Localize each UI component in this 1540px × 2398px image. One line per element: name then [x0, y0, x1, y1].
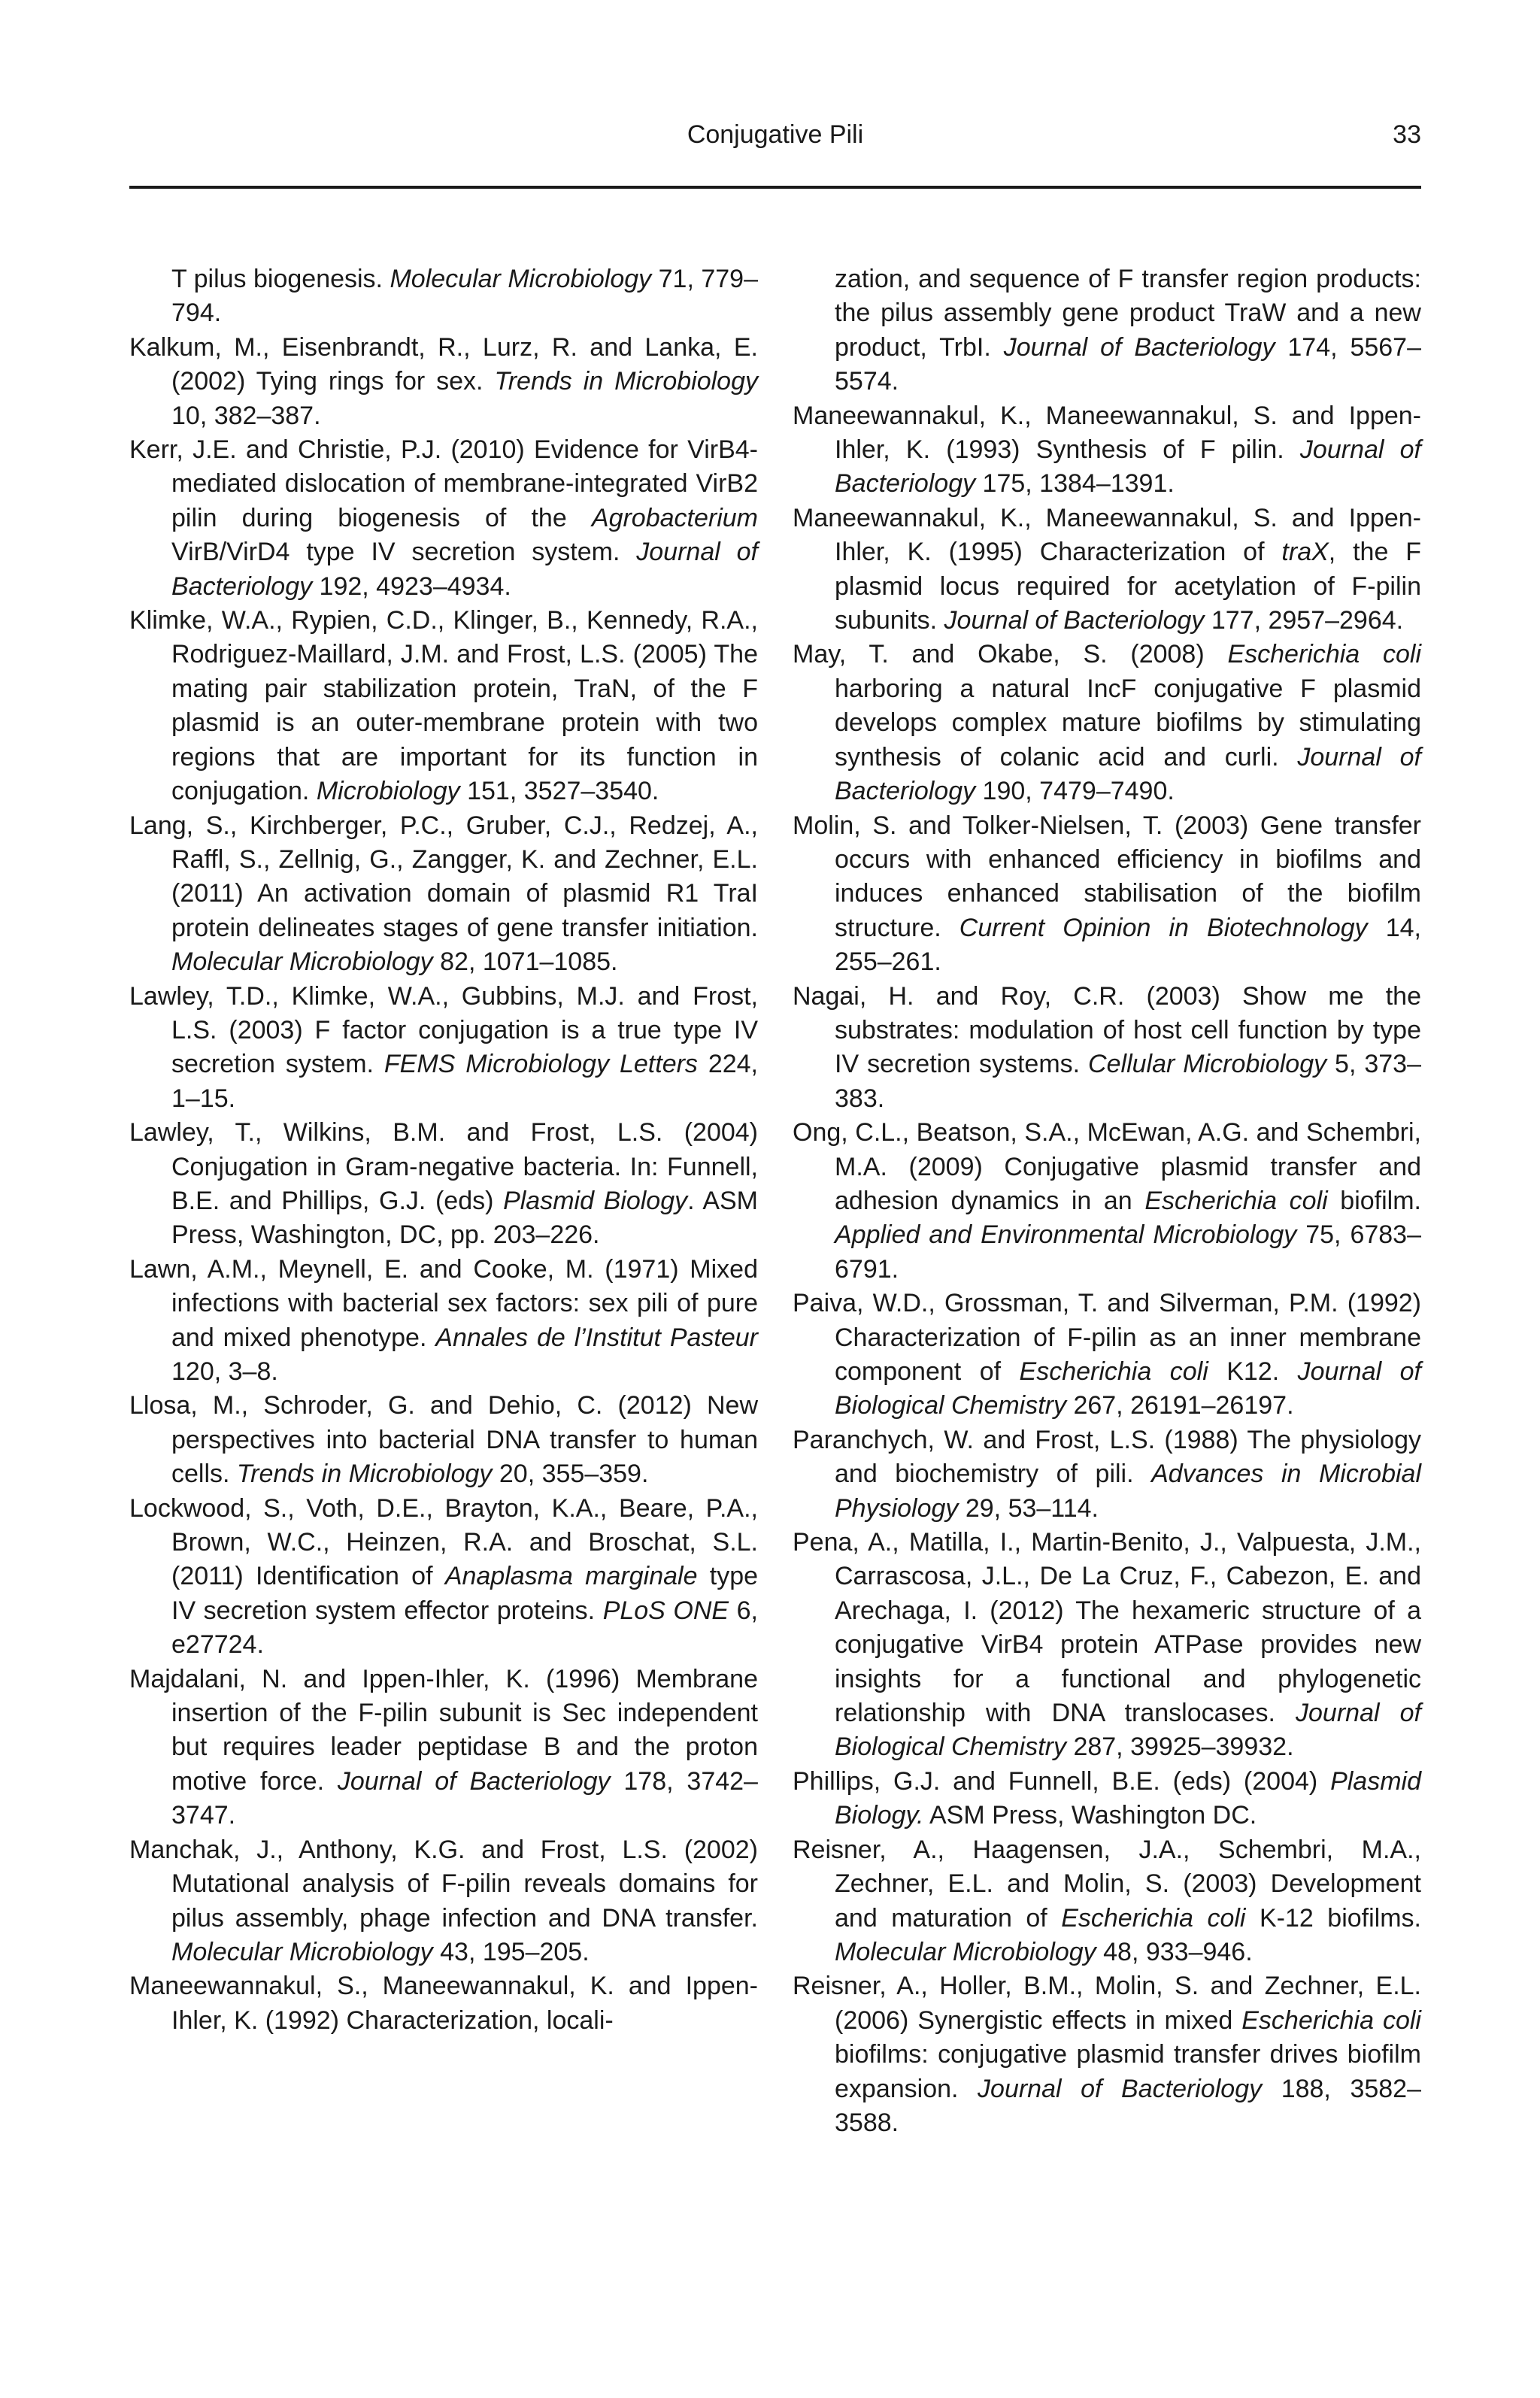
reference-entry — [793, 1116, 1421, 1287]
reference-italic-text: Escherichia coli — [1227, 640, 1421, 669]
reference-text: 82, 1071–1085. — [432, 947, 618, 977]
reference-entry — [129, 433, 758, 604]
reference-italic-text: PLoS ONE — [602, 1596, 729, 1625]
reference-text: Maneewannakul, K., Maneewannakul, S. and Ippen-Ihler, K. (1995) Characterization of — [793, 503, 1421, 567]
reference-text: 151, 3527–3540. — [459, 777, 659, 806]
reference-italic-text: Journal of Bacteriology — [978, 2074, 1263, 2103]
reference-italic-text: Plasmid Biology. — [835, 1766, 1421, 1830]
reference-text: Lawley, T.D., Klimke, W.A., Gubbins, M.J. and Frost, L.S. (2003) F factor conjugation is a true type IV secretion system. — [129, 981, 758, 1079]
reference-text: Lawn, A.M., Meynell, E. and Cooke, M. (1971) Mixed infections with bacterial sex factors: sex pili of pure and mixed phenotype. — [129, 1254, 758, 1352]
reference-italic-text: Agrobacterium — [591, 503, 758, 532]
reference-italic-text: Cellular Microbiology — [1088, 1050, 1327, 1079]
reference-text: 14, 255–261. — [835, 913, 1421, 977]
reference-text: Lawley, T., Wilkins, B.M. and Frost, L.S. (2004) Conjugation in Gram-negative bacteria. In: Funnell, B.E. and Phillips, G.J. (eds) — [129, 1118, 758, 1215]
reference-text: Ong, C.L., Beatson, S.A., McEwan, A.G. and Schembri, M.A. (2009) Conjugative plasmid transfer and adhesion dynamics in an — [793, 1118, 1421, 1215]
reference-text: Kalkum, M., Eisenbrandt, R., Lurz, R. and Lanka, E. (2002) Tying rings for sex. — [129, 332, 758, 396]
reference-text: Paiva, W.D., Grossman, T. and Silverman, P.M. (1992) Characterization of F-pilin as an inner membrane component of — [793, 1289, 1421, 1386]
reference-text: Molin, S. and Tolker-Nielsen, T. (2003) Gene transfer occurs with enhanced efficiency in biofilms and induces enhanced stabilisation of the biofilm structure. — [793, 811, 1421, 942]
reference-text: Majdalani, N. and Ippen-Ihler, K. (1996) Membrane insertion of the F-pilin subunit is Sec independent but requires leader peptidase B and the proton motive force. — [129, 1664, 758, 1796]
reference-text: 224, 1–15. — [171, 1050, 759, 1113]
reference-text: Paranchych, W. and Frost, L.S. (1988) The physiology and biochemistry of pili. — [793, 1425, 1421, 1489]
reference-italic-text: Advances in Microbial Physiology — [835, 1460, 1421, 1523]
reference-entry — [129, 1492, 758, 1663]
reference-text: T pilus biogenesis. — [171, 265, 390, 293]
reference-italic-text: Microbiology — [316, 777, 460, 806]
reference-text: 175, 1384–1391. — [975, 469, 1175, 499]
reference-entry — [129, 262, 758, 331]
reference-entry — [129, 980, 758, 1117]
running-title: Conjugative Pili — [687, 120, 864, 149]
reference-text: Maneewannakul, S., Maneewannakul, K. and Ippen-Ihler, K. (1992) Characterization, locali- — [129, 1972, 758, 2035]
reference-text: ASM Press, Washington DC. — [923, 1801, 1257, 1830]
reference-entry — [793, 638, 1421, 808]
reference-entry — [793, 809, 1421, 980]
reference-italic-text: Journal of Bacteriology — [835, 742, 1421, 806]
reference-italic-text: Anaplasma marginale — [444, 1562, 698, 1591]
reference-italic-text: Plasmid Biology — [503, 1186, 688, 1215]
reference-text: May, T. and Okabe, S. (2008) — [793, 640, 1228, 669]
reference-italic-text: traX — [1281, 538, 1329, 567]
reference-italic-text: Trends in Microbiology — [236, 1460, 493, 1489]
reference-text: 192, 4923–4934. — [312, 571, 511, 601]
reference-entry — [793, 1765, 1421, 1833]
reference-text: 20, 355–359. — [492, 1460, 649, 1489]
reference-text: type IV secretion system effector proteins. — [171, 1562, 759, 1625]
reference-italic-text: Escherichia coli — [1144, 1186, 1328, 1215]
reference-entry — [129, 809, 758, 980]
reference-text: 174, 5567–5574. — [835, 332, 1421, 396]
reference-text: Pena, A., Matilla, I., Martin-Benito, J., Valpuesta, J.M., Carrascosa, J.L., De La Cruz, F., Cabezon, E. and Arechaga, I. (2012) The hexameric structure of a conjugative VirB4 protein ATPase provides new insights for a functional and phylogenetic relationship with DNA translocases. — [793, 1528, 1421, 1728]
reference-text: K-12 biofilms. — [1245, 1903, 1421, 1933]
reference-italic-text: Escherichia coli — [1241, 2005, 1421, 2035]
reference-italic-text: Journal of Bacteriology — [171, 538, 758, 601]
reference-entry — [129, 331, 758, 433]
reference-text: 6, e27724. — [171, 1596, 758, 1660]
reference-text: zation, and sequence of F transfer region products: the pilus assembly gene product TraW and a new product, TrbI. — [835, 265, 1421, 362]
reference-italic-text: Journal of Biological Chemistry — [835, 1699, 1421, 1762]
reference-italic-text: Current Opinion in Biotechnology — [959, 913, 1368, 942]
reference-entry — [793, 1287, 1421, 1423]
reference-text: Phillips, G.J. and Funnell, B.E. (eds) (2004) — [793, 1766, 1331, 1796]
reference-italic-text: Molecular Microbiology — [171, 947, 433, 977]
reference-entry — [793, 262, 1421, 399]
reference-entry — [793, 1423, 1421, 1526]
reference-text: 29, 53–114. — [958, 1493, 1099, 1523]
reference-italic-text: Journal of Bacteriology — [337, 1766, 611, 1796]
header-rule — [129, 186, 1421, 189]
reference-text: , the F plasmid locus required for acetylation of F-pilin subunits. — [835, 538, 1422, 635]
reference-column-right — [793, 262, 1421, 2140]
reference-text: Llosa, M., Schroder, G. and Dehio, C. (2012) New perspectives into bacterial DNA transfer to human cells. — [129, 1391, 758, 1489]
reference-italic-text: Applied and Environmental Microbiology — [835, 1220, 1297, 1250]
reference-text: 287, 39925–39932. — [1066, 1733, 1294, 1762]
reference-text: Reisner, A., Holler, B.M., Molin, S. and Zechner, E.L. (2006) Synergistic effects in mixed — [793, 1972, 1421, 2035]
reference-text: Lockwood, S., Voth, D.E., Brayton, K.A., Beare, P.A., Brown, W.C., Heinzen, R.A. and Broschat, S.L. (2011) Identification of — [129, 1493, 758, 1591]
reference-text: Maneewannakul, K., Maneewannakul, S. and Ippen-Ihler, K. (1993) Synthesis of F pilin. — [793, 401, 1421, 465]
reference-text: 43, 195–205. — [432, 1937, 590, 1966]
reference-italic-text: Molecular Microbiology — [390, 265, 652, 293]
reference-text: . ASM Press, Washington, DC, pp. 203–226. — [171, 1186, 758, 1250]
reference-entry — [793, 1969, 1421, 2140]
reference-text: Kerr, J.E. and Christie, P.J. (2010) Evidence for VirB4-mediated dislocation of membrane-integrated VirB2 pilin during biogenesis of the — [129, 435, 758, 532]
reference-text: VirB/VirD4 type IV secretion system. — [171, 538, 637, 567]
reference-entry — [129, 1389, 758, 1491]
reference-italic-text: Journal of Bacteriology — [1003, 332, 1275, 362]
reference-text: 267, 26191–26197. — [1066, 1391, 1294, 1420]
reference-text: 177, 2957–2964. — [1204, 606, 1404, 635]
reference-entry — [129, 604, 758, 808]
reference-text: 10, 382–387. — [171, 401, 321, 430]
reference-text: Klimke, W.A., Rypien, C.D., Klinger, B., Kennedy, R.A., Rodriguez-Maillard, J.M. and Frost, L.S. (2005) The mating pair stabilization protein, TraN, of the F plasmid is an outer-membrane protein with two regions that are important for its function in conjugation. — [129, 606, 758, 806]
reference-text: 71, 779–794. — [171, 265, 758, 328]
reference-text: harboring a natural IncF conjugative F plasmid develops complex mature biofilms by stimulating synthesis of colanic acid and curli. — [835, 674, 1421, 772]
reference-italic-text: Journal of Bacteriology — [944, 606, 1205, 635]
reference-italic-text: FEMS Microbiology Letters — [383, 1050, 698, 1079]
reference-column-left — [129, 262, 758, 2038]
reference-entry — [129, 1833, 758, 1970]
page-number: 33 — [1393, 120, 1421, 149]
reference-text: Manchak, J., Anthony, K.G. and Frost, L.S. (2002) Mutational analysis of F-pilin reveals domains for pilus assembly, phage infection and DNA transfer. — [129, 1835, 758, 1933]
reference-italic-text: Trends in Microbiology — [494, 367, 758, 396]
reference-italic-text: Journal of Biological Chemistry — [835, 1357, 1421, 1420]
reference-entry — [793, 1833, 1421, 1970]
reference-text: 188, 3582–3588. — [835, 2074, 1421, 2137]
reference-text: biofilm. — [1327, 1186, 1422, 1215]
reference-entry — [793, 502, 1421, 638]
reference-text: 178, 3742–3747. — [171, 1766, 758, 1830]
reference-entry — [129, 1969, 758, 2038]
reference-italic-text: Molecular Microbiology — [171, 1937, 433, 1966]
reference-italic-text: Journal of Bacteriology — [835, 435, 1421, 499]
reference-italic-text: Molecular Microbiology — [835, 1937, 1096, 1966]
reference-text: Lang, S., Kirchberger, P.C., Gruber, C.J., Redzej, A., Raffl, S., Zellnig, G., Zangger, K. and Zechner, E.L. (2011) An activation domain of plasmid R1 TraI protein delineates stages of gene transfer initiation. — [129, 811, 758, 942]
reference-italic-text: Escherichia coli — [1019, 1357, 1208, 1386]
reference-text: 190, 7479–7490. — [975, 777, 1175, 806]
reference-text: 120, 3–8. — [171, 1357, 278, 1386]
reference-entry — [129, 1253, 758, 1390]
reference-text: Nagai, H. and Roy, C.R. (2003) Show me the substrates: modulation of host cell function by type IV secretion systems. — [793, 981, 1421, 1079]
reference-text: biofilms: conjugative plasmid transfer drives biofilm expansion. — [835, 2040, 1421, 2103]
reference-entry — [129, 1663, 758, 1833]
reference-entry — [793, 980, 1421, 1117]
running-head — [129, 120, 1421, 165]
reference-italic-text: Escherichia coli — [1061, 1903, 1246, 1933]
reference-text: Reisner, A., Haagensen, J.A., Schembri, M.A., Zechner, E.L. and Molin, S. (2003) Development and maturation of — [793, 1835, 1421, 1933]
reference-text: 75, 6783–6791. — [835, 1220, 1422, 1284]
reference-entry — [793, 399, 1421, 502]
reference-text: 48, 933–946. — [1096, 1937, 1253, 1966]
reference-entry — [129, 1116, 758, 1253]
reference-text: K12. — [1208, 1357, 1298, 1386]
reference-italic-text: Annales de l’Institut Pasteur — [435, 1323, 758, 1352]
reference-text: 5, 373–383. — [835, 1050, 1421, 1113]
reference-entry — [793, 1526, 1421, 1765]
